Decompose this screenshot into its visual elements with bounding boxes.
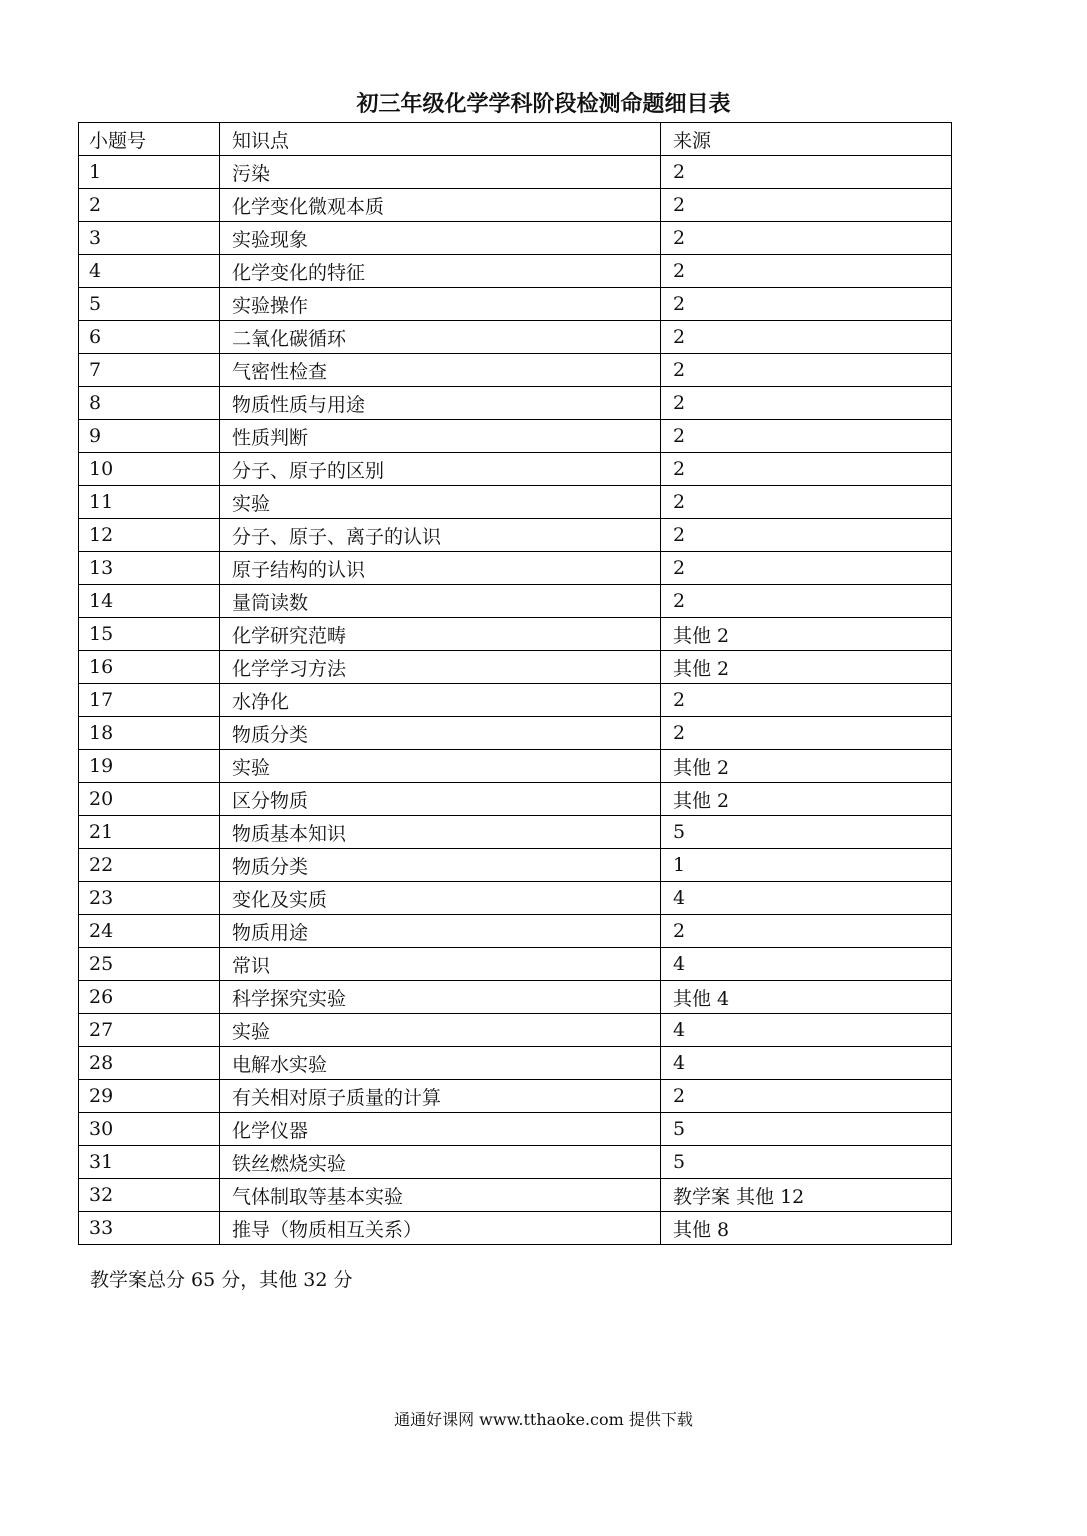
- cell-knowledge-point: 物质基本知识: [220, 816, 661, 849]
- cell-knowledge-point: 原子结构的认识: [220, 552, 661, 585]
- cell-question-number: 16: [79, 651, 220, 684]
- cell-knowledge-point: 化学研究范畴: [220, 618, 661, 651]
- cell-source: 2: [661, 486, 952, 519]
- cell-source: 2: [661, 684, 952, 717]
- cell-knowledge-point: 实验: [220, 486, 661, 519]
- cell-source: 4: [661, 882, 952, 915]
- table-row: [79, 519, 952, 552]
- table-row: [79, 1080, 952, 1113]
- table-row: [79, 684, 952, 717]
- cell-question-number: 10: [79, 453, 220, 486]
- table-row: [79, 1014, 952, 1047]
- cell-source: 教学案 其他 12: [661, 1179, 952, 1212]
- cell-question-number: 33: [79, 1212, 220, 1245]
- cell-question-number: 13: [79, 552, 220, 585]
- cell-source: 2: [661, 420, 952, 453]
- table-row: [79, 1113, 952, 1146]
- table-row: [79, 486, 952, 519]
- table-row: [79, 915, 952, 948]
- cell-question-number: 18: [79, 717, 220, 750]
- cell-question-number: 14: [79, 585, 220, 618]
- cell-knowledge-point: 变化及实质: [220, 882, 661, 915]
- cell-knowledge-point: 科学探究实验: [220, 981, 661, 1014]
- cell-knowledge-point: 常识: [220, 948, 661, 981]
- table-row: [79, 1179, 952, 1212]
- table-row: [79, 288, 952, 321]
- cell-question-number: 26: [79, 981, 220, 1014]
- cell-knowledge-point: 水净化: [220, 684, 661, 717]
- cell-knowledge-point: 二氧化碳循环: [220, 321, 661, 354]
- page-footer: 通通好课网 www.tthaoke.com 提供下载: [394, 1410, 693, 1429]
- cell-source: 4: [661, 1047, 952, 1080]
- cell-question-number: 20: [79, 783, 220, 816]
- cell-knowledge-point: 分子、原子的区别: [220, 453, 661, 486]
- cell-knowledge-point: 量筒读数: [220, 585, 661, 618]
- table-row: [79, 156, 952, 189]
- cell-source: 2: [661, 585, 952, 618]
- table-row: [79, 948, 952, 981]
- cell-source: 2: [661, 354, 952, 387]
- cell-source: 2: [661, 222, 952, 255]
- table-row: [79, 387, 952, 420]
- table-row: [79, 1212, 952, 1245]
- table-row: [79, 1146, 952, 1179]
- cell-question-number: 5: [79, 288, 220, 321]
- cell-knowledge-point: 物质分类: [220, 849, 661, 882]
- cell-question-number: 31: [79, 1146, 220, 1179]
- cell-source: 其他 2: [661, 750, 952, 783]
- cell-knowledge-point: 实验操作: [220, 288, 661, 321]
- cell-knowledge-point: 性质判断: [220, 420, 661, 453]
- cell-question-number: 6: [79, 321, 220, 354]
- table-row: [79, 849, 952, 882]
- cell-knowledge-point: 实验: [220, 750, 661, 783]
- cell-knowledge-point: 有关相对原子质量的计算: [220, 1080, 661, 1113]
- cell-question-number: 22: [79, 849, 220, 882]
- cell-question-number: 24: [79, 915, 220, 948]
- cell-source: 1: [661, 849, 952, 882]
- cell-knowledge-point: 化学学习方法: [220, 651, 661, 684]
- table-body: [79, 156, 952, 1245]
- table-row: [79, 222, 952, 255]
- table-row: [79, 882, 952, 915]
- cell-question-number: 1: [79, 156, 220, 189]
- cell-source: 5: [661, 816, 952, 849]
- header-knowledge-point: 知识点: [220, 123, 661, 156]
- cell-question-number: 12: [79, 519, 220, 552]
- cell-source: 4: [661, 1014, 952, 1047]
- cell-source: 2: [661, 717, 952, 750]
- cell-knowledge-point: 电解水实验: [220, 1047, 661, 1080]
- cell-question-number: 32: [79, 1179, 220, 1212]
- cell-question-number: 21: [79, 816, 220, 849]
- cell-source: 其他 8: [661, 1212, 952, 1245]
- header-question-number: 小题号: [79, 123, 220, 156]
- cell-source: 其他 2: [661, 651, 952, 684]
- table-row: [79, 255, 952, 288]
- table-row: [79, 321, 952, 354]
- table-row: [79, 552, 952, 585]
- cell-source: 2: [661, 519, 952, 552]
- cell-source: 4: [661, 948, 952, 981]
- table-row: [79, 189, 952, 222]
- cell-knowledge-point: 实验: [220, 1014, 661, 1047]
- cell-knowledge-point: 铁丝燃烧实验: [220, 1146, 661, 1179]
- cell-question-number: 8: [79, 387, 220, 420]
- cell-source: 2: [661, 552, 952, 585]
- cell-knowledge-point: 气体制取等基本实验: [220, 1179, 661, 1212]
- cell-knowledge-point: 物质用途: [220, 915, 661, 948]
- cell-source: 其他 2: [661, 783, 952, 816]
- table-row: [79, 981, 952, 1014]
- table-row: [79, 783, 952, 816]
- cell-knowledge-point: 化学变化微观本质: [220, 189, 661, 222]
- table-header-row: [79, 123, 952, 156]
- table-row: [79, 618, 952, 651]
- cell-source: 其他 4: [661, 981, 952, 1014]
- cell-question-number: 27: [79, 1014, 220, 1047]
- cell-source: 2: [661, 189, 952, 222]
- cell-knowledge-point: 物质分类: [220, 717, 661, 750]
- cell-question-number: 30: [79, 1113, 220, 1146]
- cell-source: 2: [661, 255, 952, 288]
- cell-knowledge-point: 污染: [220, 156, 661, 189]
- cell-knowledge-point: 区分物质: [220, 783, 661, 816]
- cell-question-number: 23: [79, 882, 220, 915]
- table-row: [79, 816, 952, 849]
- cell-question-number: 17: [79, 684, 220, 717]
- cell-knowledge-point: 分子、原子、离子的认识: [220, 519, 661, 552]
- cell-question-number: 29: [79, 1080, 220, 1113]
- cell-source: 2: [661, 453, 952, 486]
- cell-question-number: 7: [79, 354, 220, 387]
- cell-knowledge-point: 物质性质与用途: [220, 387, 661, 420]
- table-row: [79, 585, 952, 618]
- table-row: [79, 453, 952, 486]
- cell-knowledge-point: 实验现象: [220, 222, 661, 255]
- cell-source: 2: [661, 321, 952, 354]
- cell-question-number: 19: [79, 750, 220, 783]
- table-row: [79, 651, 952, 684]
- table-row: [79, 717, 952, 750]
- question-breakdown-table: [78, 122, 952, 1245]
- cell-question-number: 11: [79, 486, 220, 519]
- cell-question-number: 15: [79, 618, 220, 651]
- cell-source: 其他 2: [661, 618, 952, 651]
- cell-question-number: 25: [79, 948, 220, 981]
- table-row: [79, 420, 952, 453]
- cell-source: 2: [661, 156, 952, 189]
- cell-question-number: 3: [79, 222, 220, 255]
- document-title: 初三年级化学学科阶段检测命题细目表: [356, 91, 731, 117]
- table-row: [79, 354, 952, 387]
- cell-source: 2: [661, 915, 952, 948]
- score-summary-note: 教学案总分 65 分，其他 32 分: [90, 1269, 353, 1291]
- cell-knowledge-point: 化学仪器: [220, 1113, 661, 1146]
- table-row: [79, 750, 952, 783]
- header-source: 来源: [661, 123, 952, 156]
- cell-source: 2: [661, 387, 952, 420]
- cell-question-number: 4: [79, 255, 220, 288]
- table-row: [79, 1047, 952, 1080]
- cell-question-number: 2: [79, 189, 220, 222]
- cell-question-number: 9: [79, 420, 220, 453]
- cell-source: 2: [661, 288, 952, 321]
- cell-knowledge-point: 化学变化的特征: [220, 255, 661, 288]
- cell-source: 5: [661, 1146, 952, 1179]
- cell-knowledge-point: 推导（物质相互关系）: [220, 1212, 661, 1245]
- cell-source: 5: [661, 1113, 952, 1146]
- cell-knowledge-point: 气密性检查: [220, 354, 661, 387]
- cell-question-number: 28: [79, 1047, 220, 1080]
- cell-source: 2: [661, 1080, 952, 1113]
